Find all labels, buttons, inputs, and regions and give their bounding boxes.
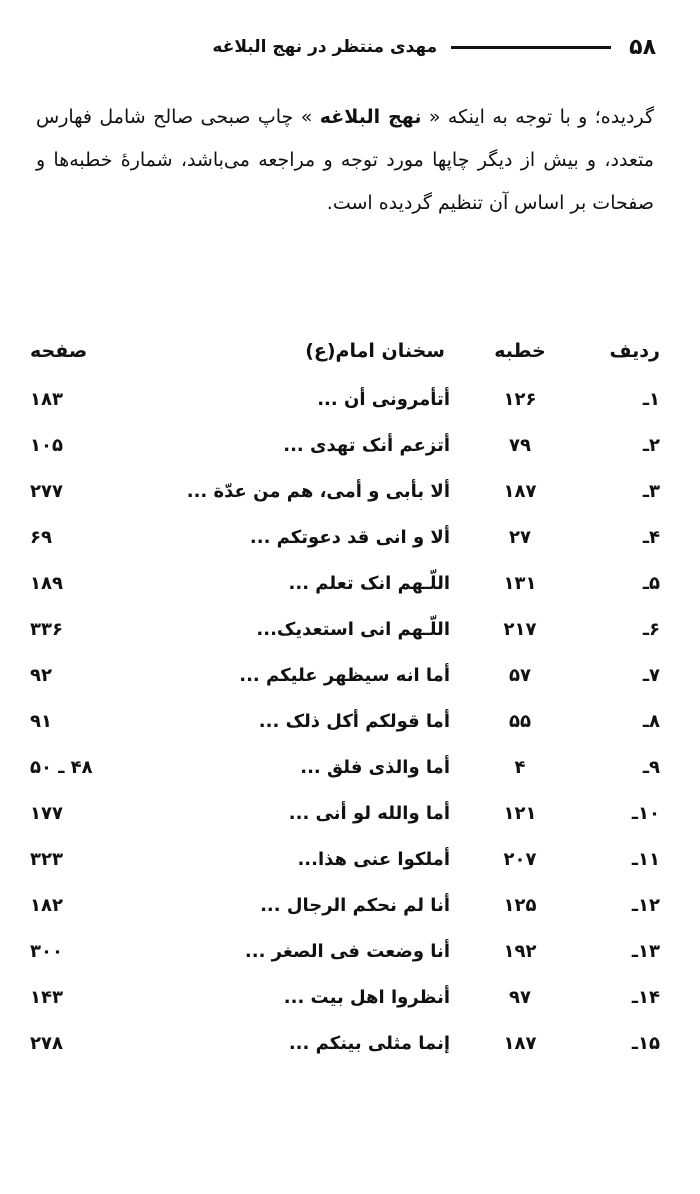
sermon-number: ۱۸۷	[503, 480, 537, 502]
page-number: ۵۸	[629, 34, 656, 60]
table-header-row	[30, 326, 660, 376]
header-page: صفحه	[30, 340, 88, 362]
table-row	[30, 882, 660, 928]
sermon-opening-words: أنظروا اهل بیت ...	[283, 986, 450, 1008]
table-row	[30, 928, 660, 974]
page-reference: ۳۰۰	[30, 940, 63, 962]
page-reference: ۱۸۹	[30, 572, 63, 594]
sermon-number: ۹۷	[509, 986, 531, 1008]
running-title: مهدی منتظر در نهج البلاغه	[212, 37, 438, 57]
row-number: ۷ـ	[642, 664, 660, 686]
sermon-number: ۷۹	[509, 434, 531, 456]
sermon-number: ۱۲۶	[503, 388, 537, 410]
sermon-opening-words: أما والله لو أنی ...	[288, 802, 450, 824]
row-number: ۶ـ	[642, 618, 660, 640]
sermon-number: ۲۷	[509, 526, 531, 548]
row-number: ۱۲ـ	[631, 894, 660, 916]
table-row	[30, 790, 660, 836]
table-row	[30, 422, 660, 468]
sermon-opening-words: ألا بأبی و أمی، هم من عدّة ...	[186, 480, 450, 502]
sermon-number: ۱۲۱	[503, 802, 537, 824]
table-row	[30, 560, 660, 606]
row-number: ۸ـ	[642, 710, 660, 732]
sermon-opening-words: أملکوا عنی هذا...	[297, 848, 450, 870]
running-header	[30, 30, 656, 64]
page-reference: ۱۸۲	[30, 894, 63, 916]
page-reference: ۹۲	[30, 664, 52, 686]
page-reference: ۳۲۳	[30, 848, 63, 870]
row-number: ۱۴ـ	[631, 986, 660, 1008]
sermon-number: ۵۷	[509, 664, 531, 686]
row-number: ۴ـ	[642, 526, 660, 548]
intro-paragraph	[36, 96, 654, 225]
sermon-opening-words: أما انه سیظهر علیکم ...	[239, 664, 450, 686]
table-row	[30, 1020, 660, 1066]
sermon-number: ۱۲۵	[503, 894, 537, 916]
row-number: ۱۳ـ	[631, 940, 660, 962]
sermon-index-table	[30, 326, 660, 1066]
table-row	[30, 974, 660, 1020]
sermon-number: ۲۱۷	[503, 618, 537, 640]
sermon-opening-words: ألا و انی قد دعوتکم ...	[249, 526, 450, 548]
table-body	[30, 376, 660, 1066]
page-reference: ۲۷۷	[30, 480, 63, 502]
row-number: ۲ـ	[642, 434, 660, 456]
table-row	[30, 744, 660, 790]
paragraph-book-title: نهج البلاغه	[319, 106, 422, 128]
paragraph-before: گردیده؛ و با توجه به اینکه «	[421, 106, 654, 128]
page-reference: ۱۰۵	[30, 434, 63, 456]
sermon-number: ۲۰۷	[503, 848, 537, 870]
header-rule	[451, 46, 611, 49]
page-reference: ۱۴۳	[30, 986, 63, 1008]
paragraph-after: » چاپ صبحی صالح شامل فهارس متعدد، و بیش از دیگر چاپها مورد توجه و مراجعه می‌باشد، شمارهٔ خطبه‌ها و صفحات بر اساس آن تنظیم گردیده است.	[36, 106, 654, 214]
table-row	[30, 376, 660, 422]
sermon-opening-words: اللّـهم انی استعدیک...	[256, 618, 450, 640]
page-reference: ۹۱	[30, 710, 52, 732]
sermon-opening-words: أما قولکم أکل ذلک ...	[258, 710, 450, 732]
row-number: ۱۵ـ	[631, 1032, 660, 1054]
table-row	[30, 652, 660, 698]
sermon-opening-words: أنا لم نحکم الرجال ...	[260, 894, 450, 916]
page-reference: ۲۷۸	[30, 1032, 63, 1054]
sermon-opening-words: أما والذی فلق ...	[300, 756, 450, 778]
header-sermon: خطبه	[494, 340, 546, 362]
table-row	[30, 698, 660, 744]
page-reference: ۱۸۳	[30, 388, 63, 410]
table-row	[30, 836, 660, 882]
table-row	[30, 606, 660, 652]
row-number: ۳ـ	[642, 480, 660, 502]
page-reference: ۴۸ ـ ۵۰	[30, 756, 93, 778]
table-row	[30, 514, 660, 560]
sermon-number: ۴	[514, 756, 526, 778]
table-row	[30, 468, 660, 514]
row-number: ۱۰ـ	[631, 802, 660, 824]
row-number: ۵ـ	[642, 572, 660, 594]
sermon-opening-words: أتزعم أنک تهدی ...	[283, 434, 450, 456]
page-reference: ۳۳۶	[30, 618, 63, 640]
sermon-opening-words: إنما مثلی بینکم ...	[288, 1032, 450, 1054]
sermon-number: ۱۳۱	[503, 572, 537, 594]
sermon-number: ۱۹۲	[503, 940, 537, 962]
row-number: ۱۱ـ	[631, 848, 660, 870]
row-number: ۹ـ	[642, 756, 660, 778]
page-reference: ۶۹	[30, 526, 52, 548]
sermon-number: ۵۵	[509, 710, 531, 732]
page-reference: ۱۷۷	[30, 802, 63, 824]
header-row-no: ردیف	[609, 340, 660, 362]
row-number: ۱ـ	[642, 388, 660, 410]
header-words: سخنان امام(ع)	[305, 340, 445, 362]
sermon-number: ۱۸۷	[503, 1032, 537, 1054]
sermon-opening-words: اللّـهم انک تعلم ...	[288, 572, 450, 594]
sermon-opening-words: أنا وضعت فی الصغر ...	[244, 940, 450, 962]
sermon-opening-words: أتأمرونی أن ...	[317, 388, 450, 410]
